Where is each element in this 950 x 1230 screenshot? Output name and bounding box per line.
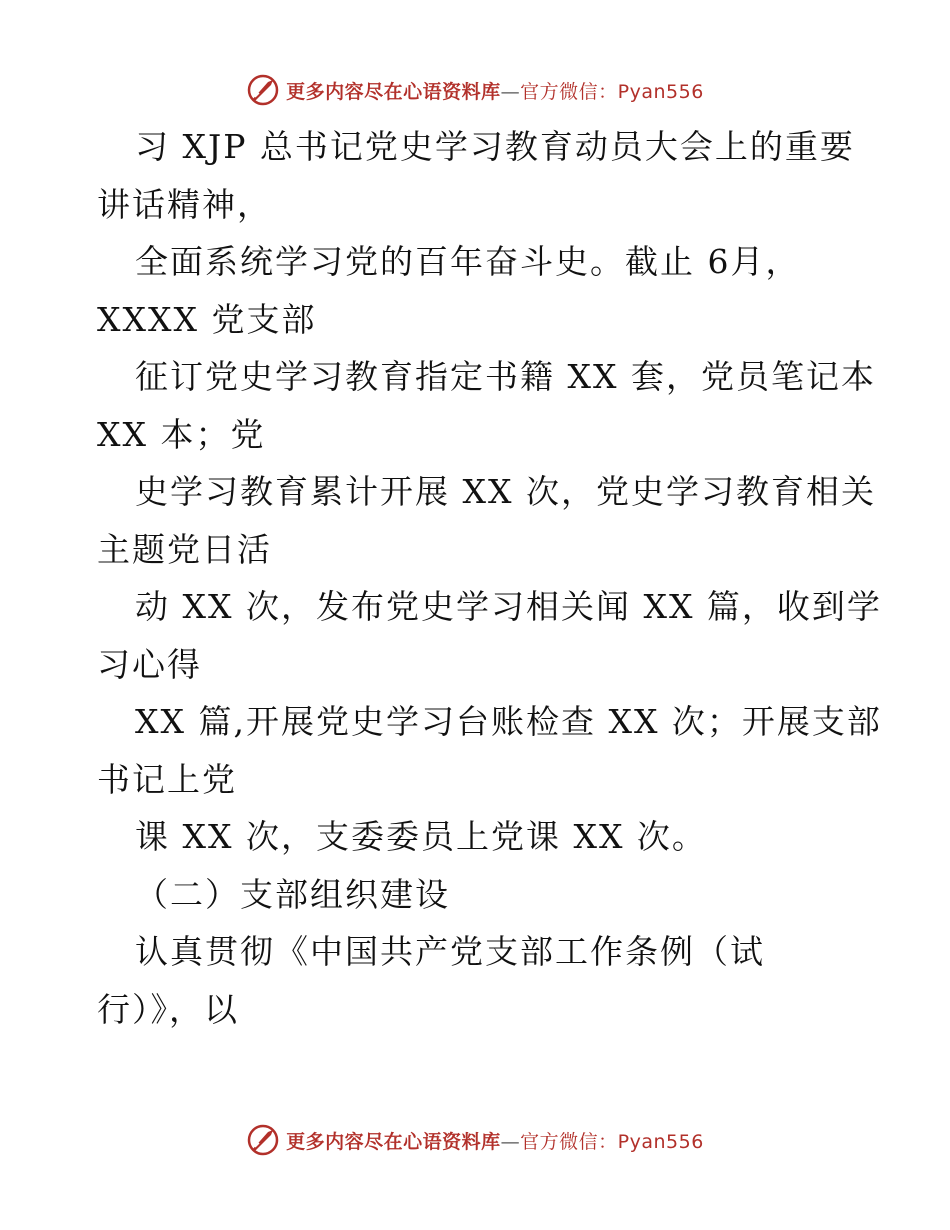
- body-line: XXXX 党支部: [97, 299, 317, 339]
- document-body: [97, 118, 897, 1038]
- body-line: 动 XX 次，发布党史学习相关闻 XX 篇，收到学: [135, 587, 882, 626]
- footer-brand: [286, 1127, 704, 1154]
- quill-pen-logo-icon: [246, 1123, 280, 1157]
- body-line: 认真贯彻《中国共产党支部工作条例（试: [135, 932, 765, 971]
- body-line: 讲话精神，: [97, 184, 272, 224]
- body-line: 习心得: [97, 644, 202, 684]
- header-watermark: [0, 70, 950, 110]
- body-line: 征订党史学习教育指定书籍 XX 套，党员笔记本: [135, 357, 876, 396]
- section-heading: （二）支部组织建设: [135, 874, 450, 914]
- body-line: 课 XX 次，支委委员上党课 XX 次。: [135, 817, 707, 856]
- header-brand-text: 更多内容尽在心语资料库: [286, 80, 501, 103]
- footer-separator: —: [500, 1130, 521, 1153]
- header-contact: 官方微信：Pyan556: [520, 80, 704, 103]
- body-line: 主题党日活: [97, 529, 272, 569]
- body-line: 习 XJP 总书记党史学习教育动员大会上的重要: [135, 127, 855, 166]
- header-brand: [286, 77, 704, 104]
- header-separator: —: [500, 80, 521, 103]
- footer-brand-text: 更多内容尽在心语资料库: [286, 1130, 501, 1153]
- body-line: XX 本；党: [97, 414, 266, 454]
- footer-watermark: [0, 1120, 950, 1160]
- body-line: 行）》，以: [97, 989, 239, 1029]
- body-line: 书记上党: [97, 759, 237, 799]
- body-line: 全面系统学习党的百年奋斗史。截止 6月，: [135, 242, 801, 281]
- footer-contact: 官方微信：Pyan556: [520, 1130, 704, 1153]
- body-line: XX 篇,开展党史学习台账检查 XX 次；开展支部: [135, 702, 882, 741]
- quill-pen-logo-icon: [246, 73, 280, 107]
- body-line: 史学习教育累计开展 XX 次，党史学习教育相关: [135, 472, 876, 511]
